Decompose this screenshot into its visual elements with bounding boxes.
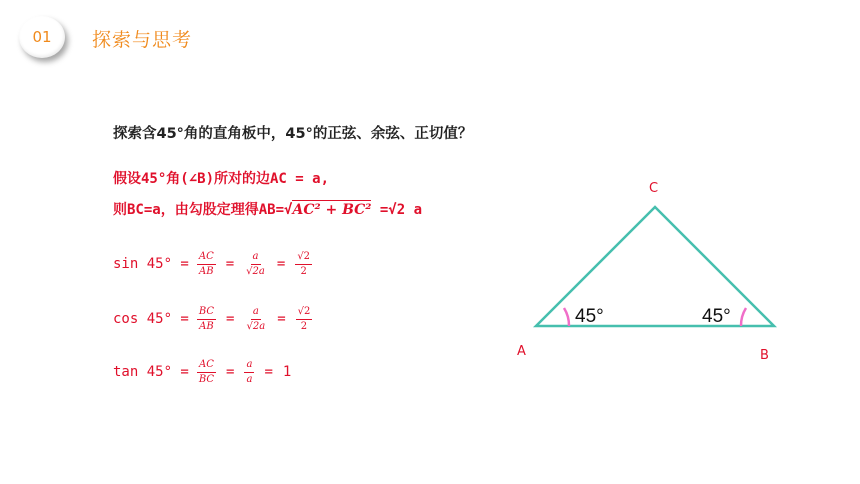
angle-arc-a	[564, 308, 569, 326]
vertex-label-c: C	[649, 181, 659, 196]
tan-ratio-fraction: $\frac{AC}{BC}$	[198, 359, 215, 385]
sin-ratio-fraction: $\frac{AC}{AB}$	[198, 251, 214, 277]
equals-sign: =	[276, 256, 286, 272]
vertex-label-b: B	[760, 348, 769, 363]
question-text: 探索含45°角的直角板中，45°的正弦、余弦、正切值？	[113, 126, 473, 142]
sin-result-fraction: $\frac{√2}{2}$	[297, 251, 311, 277]
equals-sign: =	[264, 364, 273, 380]
tan-value-fraction: $\frac{a}{a}$	[246, 359, 253, 385]
assumption-line-1: 假设45°角(∠B)所对的边AC = a,	[113, 171, 330, 187]
sin-lhs: sin 45° =	[113, 256, 189, 272]
angle-arc-b	[741, 308, 746, 326]
right-triangle	[536, 207, 774, 326]
sqrt-sign: √	[284, 202, 293, 218]
equals-sign: =	[277, 311, 286, 327]
cos-lhs: cos 45° =	[113, 311, 189, 327]
assumption-line-2-prefix: 则BC=a，由勾股定理得AB=	[113, 202, 285, 218]
tan-lhs: tan 45° =	[113, 364, 189, 380]
angle-label-b: 45°	[702, 306, 731, 327]
sin-value-fraction: $\frac{a}{√2a}$	[246, 251, 265, 277]
section-title: 探索与思考	[92, 29, 193, 51]
cos-ratio-fraction: $\frac{BC}{AB}$	[198, 306, 215, 332]
equals-sign: =	[226, 364, 235, 380]
angle-label-a: 45°	[575, 306, 604, 327]
cos-value-fraction: $\frac{a}{√2a}$	[246, 306, 266, 332]
equals-sign: =	[225, 256, 235, 272]
tan-result: 1	[282, 364, 292, 380]
equals-sign: =	[226, 311, 235, 327]
radicand: AC² + BC²	[292, 202, 372, 218]
vertex-label-a: A	[517, 344, 526, 359]
assumption-line-2-suffix: =√2 a	[371, 202, 423, 218]
cos-result-fraction: $\frac{√2}{2}$	[297, 306, 311, 332]
section-number-badge: 01	[19, 16, 65, 58]
